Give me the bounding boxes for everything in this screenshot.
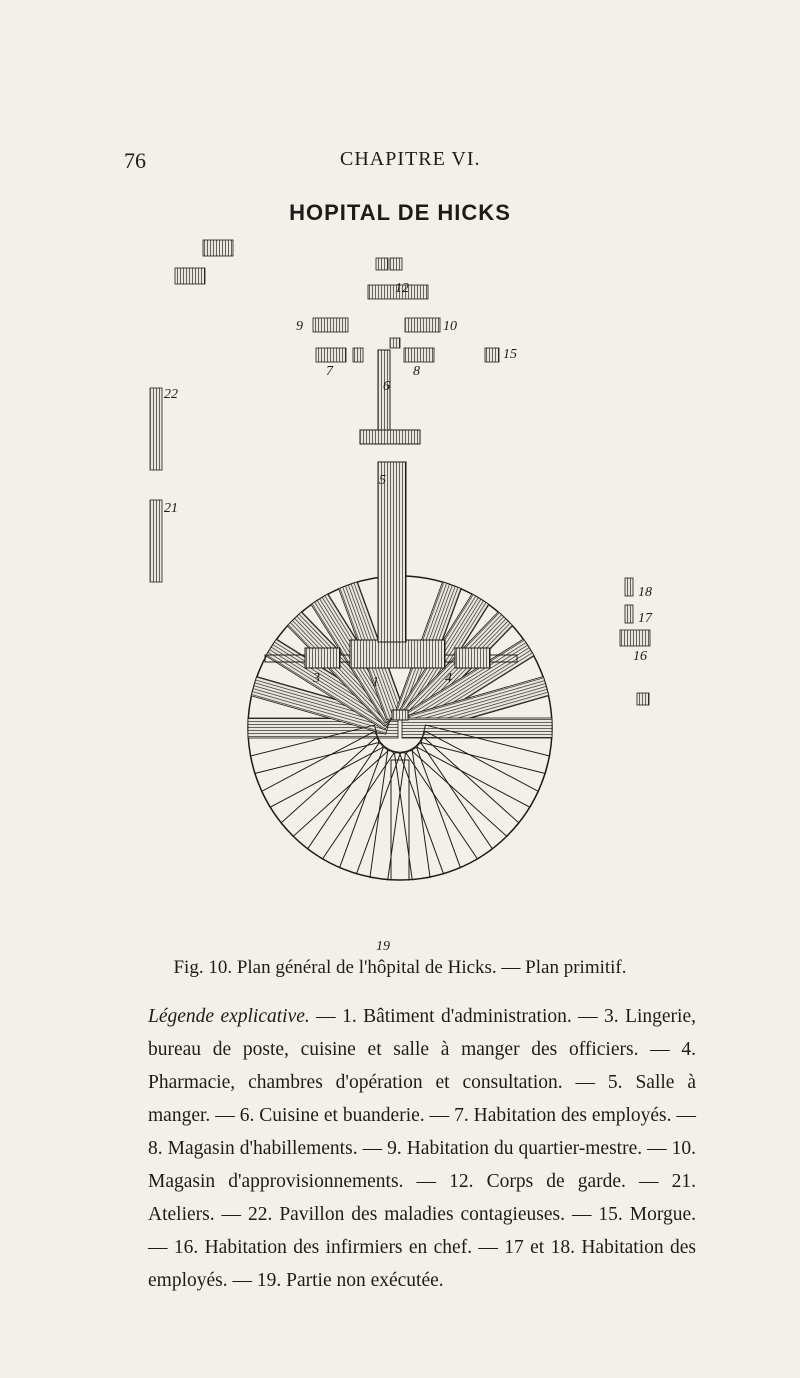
label-3: 3 (313, 671, 320, 686)
label-21: 21 (164, 501, 178, 516)
label-10: 10 (443, 319, 457, 334)
label-6: 6 (383, 379, 390, 394)
label-12: 12 (395, 281, 409, 296)
legend-body: — 1. Bâtiment d'administration. — 3. Lingerie, bureau de poste, cuisine et salle à manger des officiers. — 4. Pharmacie, chambres d'opération et consultation. — 5. Salle à manger. — 6. Cuisine et buanderie. — 7. Habitation des employés. — 8. Magasin d'habillements. — 9. Habitation du quartier-mestre. — 10. Magasin d'approvisionnements. — 12. Corps de garde. — 21. Ateliers. — 22. Pavillon des maladies contagieuses. — 15. Morgue. — 16. Habitation des infirmiers en chef. — 17 et 18. Habitation des employés. — 19. Partie non exécutée. (148, 1006, 696, 1291)
label-9: 9 (296, 319, 303, 334)
label-22: 22 (164, 387, 178, 402)
legend-lead: Légende explicative. (148, 1006, 310, 1027)
label-1: 1 (372, 675, 379, 690)
radiating-pavilions-lower (250, 725, 549, 880)
legend-paragraph (148, 1000, 696, 1297)
figure-caption: Fig. 10. Plan général de l'hôpital de Hicks. — Plan primitif. (173, 957, 627, 978)
label-4: 4 (445, 671, 452, 686)
hospital-plan-figure (0, 230, 800, 950)
running-head (0, 148, 800, 178)
label-15: 15 (503, 347, 517, 362)
label-8: 8 (413, 364, 420, 379)
label-7: 7 (326, 364, 333, 379)
page-number: 76 (124, 148, 146, 173)
label-5: 5 (379, 473, 386, 488)
label-18: 18 (638, 585, 652, 600)
label-19: 19 (376, 939, 390, 950)
figure-title: HOPITAL DE HICKS (289, 200, 511, 225)
label-16: 16 (633, 649, 647, 664)
label-17: 17 (638, 611, 652, 626)
chapter-title: CHAPITRE VI. (340, 148, 481, 170)
